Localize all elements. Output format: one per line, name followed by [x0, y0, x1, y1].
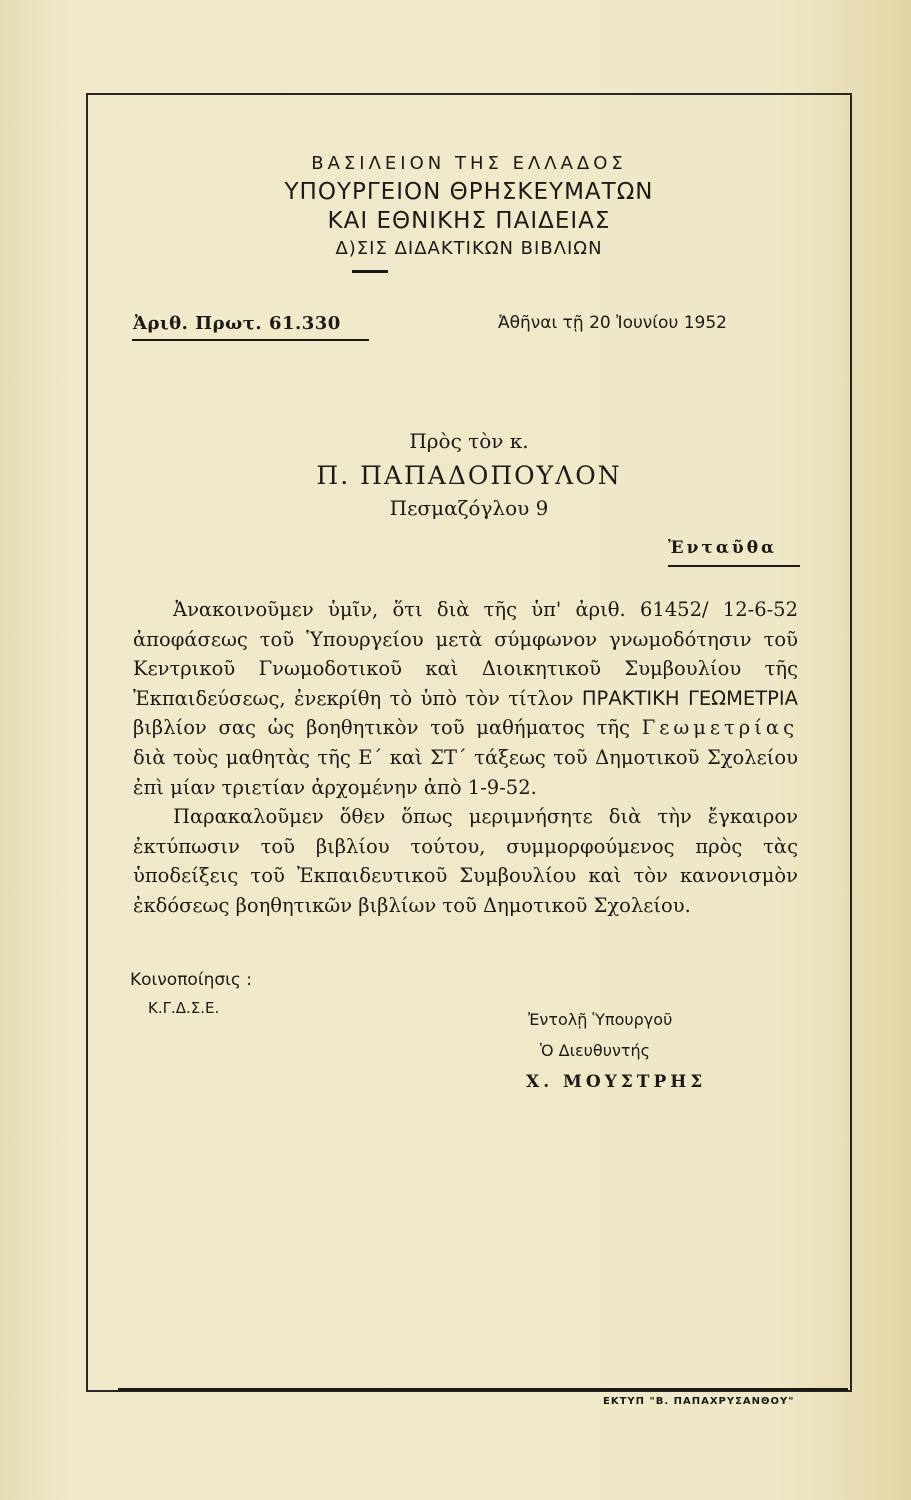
paragraph-1-part-a: Ἀνακοινοῦμεν ὑμῖν, ὅτι διὰ τῆς ὑπ' ἀριθ. 61452/ 12-6-52 ἀποφάσεως τοῦ Ὑπουργείου μετὰ σύμφωνον γνωμοδότησιν τοῦ Κεντρικοῦ Γνωμοδοτικοῦ καὶ Διοικητικοῦ Συμβουλίου τῆς Ἐκπαιδεύσεως, ἐνεκρίθη τὸ ὑπὸ τὸν τίτλον [133, 598, 798, 710]
recipient-name: Π. ΠΑΠΑΔΟΠΟΥΛΟΝ [316, 461, 622, 490]
protocol-underline [132, 339, 369, 341]
recipient-to: Πρὸς τὸν κ. [409, 429, 529, 453]
signature-role: Ὁ Διευθυντής [540, 1041, 651, 1060]
header-kingdom: ΒΑΣΙΛΕΙΟΝ ΤΗΣ ΕΛΛΑΔΟΣ [311, 153, 627, 174]
cc-value: Κ.Γ.Δ.Σ.Ε. [148, 999, 220, 1017]
subject-name: Γεωμετρίας [641, 716, 798, 740]
letter-date: Ἀθῆναι τῇ 20 Ἰουνίου 1952 [498, 313, 727, 333]
bottom-rule [118, 1388, 848, 1391]
protocol-number: Ἀριθ. Πρωτ. 61.330 [133, 313, 341, 334]
letter-frame [86, 93, 852, 1392]
book-title: ΠΡΑΚΤΙΚΗ ΓΕΩΜΕΤΡΙΑ [581, 686, 798, 710]
recipient-address: Πεσμαζόγλου 9 [389, 496, 549, 520]
paragraph-2: Παρακαλοῦμεν ὅθεν ὅπως μεριμνήσητε διὰ τὴν ἔγκαιρον ἐκτύπωσιν τοῦ βιβλίου τούτου, συμμορφούμενος πρὸς τὰς ὑποδείξεις τοῦ Ἐκπαιδευτικοῦ Συμβουλίου καὶ τὸν κανονισμὸν ἐκδόσεως βοηθητικῶν βιβλίων τοῦ Δημοτικοῦ Σχολείου. [133, 805, 798, 917]
header-ministry-cont: ΚΑΙ ΕΘΝΙΚΗΣ ΠΑΙΔΕΙΑΣ [327, 208, 611, 234]
header-department: Δ)ΣΙΣ ΔΙΔΑΚΤΙΚΩΝ ΒΙΒΛΙΩΝ [335, 238, 603, 259]
recipient-local: Ἐνταῦθα [668, 538, 778, 558]
header-divider [352, 270, 388, 273]
signature-name: Χ. ΜΟΥΣΤΡΗΣ [526, 1072, 707, 1092]
paragraph-1 [133, 595, 798, 802]
header-ministry: ΥΠΟΥΡΓΕΙΟΝ ΘΡΗΣΚΕΥΜΑΤΩΝ [284, 179, 654, 205]
printer-credit: ΕΚΤΥΠ "Β. ΠΑΠΑΧΡΥΣΑΝΘΟΥ" [603, 1396, 795, 1407]
signature-order: Ἐντολῇ Ὑπουργοῦ [528, 1010, 673, 1029]
paragraph-1-part-c: διὰ τοὺς μαθητὰς τῆς Ε΄ καὶ ΣΤ΄ τάξεως τοῦ Δημοτικοῦ Σχολείου ἐπὶ μίαν τριετίαν ἀρχομένην ἀπὸ 1-9-52. [133, 745, 798, 799]
paragraph-1-part-b: βιβλίον σας ὡς βοηθητικὸν τοῦ μαθήματος τῆς [133, 716, 630, 740]
local-underline [668, 565, 800, 567]
cc-label: Κοινοποίησις : [130, 970, 252, 990]
letter-body [133, 595, 798, 921]
